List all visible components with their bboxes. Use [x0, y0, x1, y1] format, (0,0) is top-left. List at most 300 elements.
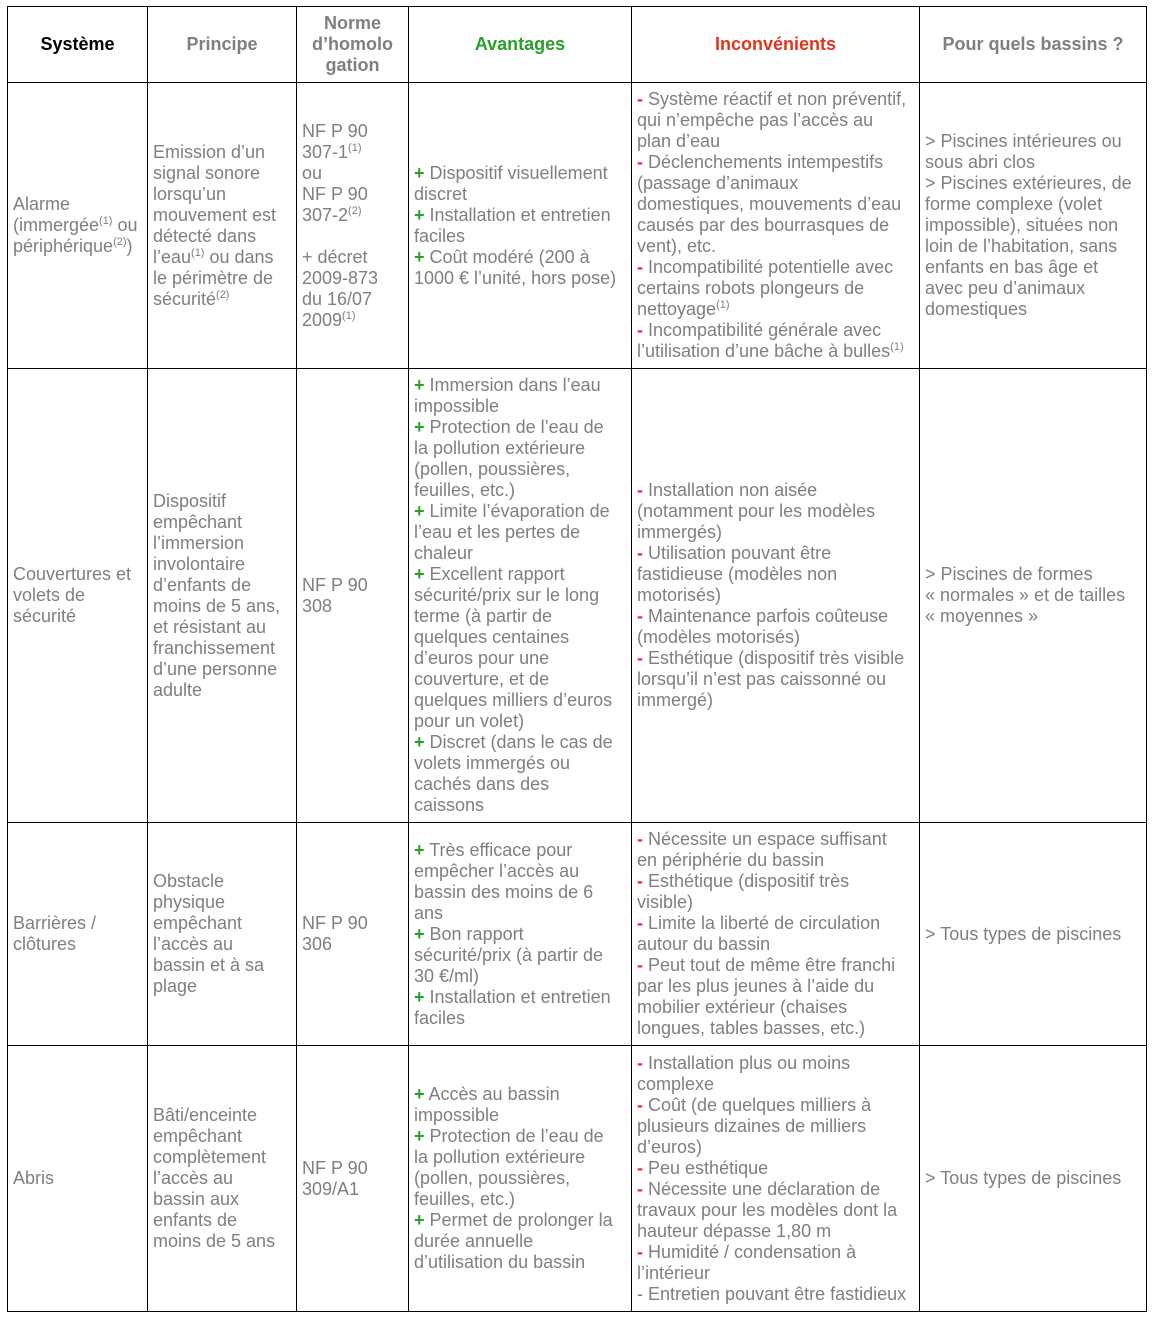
text-line: [637, 913, 914, 934]
bullet-item: [414, 840, 626, 924]
text-line: [414, 501, 626, 522]
text-line: [414, 966, 626, 987]
text-line: [414, 774, 626, 795]
text-line: [414, 945, 626, 966]
text-segment: 30 €/ml): [414, 965, 480, 986]
text-segment: longues, tables basses, etc.): [637, 1018, 866, 1038]
text-line: [414, 732, 626, 753]
text-line: [153, 247, 291, 268]
text-segment: empêchant: [153, 913, 243, 933]
text-line: [302, 934, 403, 955]
bullet-item: [414, 417, 626, 501]
bullet-item: [637, 480, 914, 543]
text-line: [414, 247, 626, 268]
text-segment: enfants en bas âge et: [925, 257, 1099, 277]
bullet-item: [637, 89, 914, 152]
text-line: [302, 205, 403, 226]
bullet-sign: +: [414, 839, 425, 860]
text-line: [925, 236, 1141, 257]
bullet-item: [414, 163, 626, 205]
text-line: [925, 278, 1141, 299]
text-line: [637, 543, 914, 564]
drawbacks-cell: [632, 823, 920, 1046]
bullet-sign: +: [414, 1210, 425, 1230]
text-segment: nettoyage: [637, 299, 717, 319]
bullet-sign: -: [637, 648, 643, 668]
text-segment: autour du bassin: [637, 934, 771, 954]
text-segment: détecté dans: [153, 225, 257, 246]
bullet-sign: -: [637, 1241, 643, 1262]
table-row: [8, 369, 1147, 823]
text-line: [153, 934, 291, 955]
table-header-row: [8, 7, 1147, 83]
bullet-sign: +: [414, 1126, 425, 1146]
text-line: [637, 976, 914, 997]
text-line: [637, 1179, 914, 1200]
bullet-sign: +: [414, 246, 425, 267]
text-segment: (pollen, poussières,: [414, 1168, 571, 1188]
text-line: [13, 913, 142, 934]
text-line: [637, 955, 914, 976]
bullet-sign: +: [414, 204, 425, 225]
bullet-sign: -: [637, 1094, 643, 1115]
text-segment: d’une personne: [153, 658, 278, 679]
text-segment: immergé): [637, 690, 714, 710]
text-line: [412, 34, 628, 55]
text-segment: adulte: [153, 679, 203, 700]
text-line: [637, 627, 914, 648]
text-segment: motorisés): [637, 585, 722, 605]
text-segment: d’euros pour une: [414, 648, 550, 668]
text-line: [637, 501, 914, 522]
text-segment: impossible), situées non: [925, 215, 1119, 235]
principle-cell: [148, 823, 297, 1046]
text-line: [153, 205, 291, 226]
text-segment: complètement: [153, 1147, 267, 1167]
text-segment: le périmètre de: [153, 267, 274, 288]
text-segment: l’intérieur: [637, 1262, 711, 1283]
text-segment: feuilles, etc.): [414, 480, 516, 500]
text-line: [414, 753, 626, 774]
advantages-cell: [409, 1046, 632, 1312]
text-line: [414, 522, 626, 543]
text-segment: impossible: [414, 1105, 500, 1125]
text-segment: fastidieuse (modèles non: [637, 564, 838, 584]
text-segment: Principe: [186, 34, 258, 54]
text-line: [414, 1231, 626, 1252]
text-segment: Nécessite une déclaration de: [648, 1178, 881, 1199]
text-line: [153, 184, 291, 205]
bullet-item: [637, 257, 914, 320]
text-line: [414, 417, 626, 438]
text-segment: sécurité: [13, 606, 77, 626]
text-line: [414, 1210, 626, 1231]
text-line: [300, 13, 405, 34]
text-segment: lorsqu’un: [153, 183, 227, 204]
bullet-sign: -: [637, 829, 643, 849]
bullet-sign: +: [414, 501, 425, 521]
bullet-item: [637, 913, 914, 955]
bullet-sign: -: [637, 1283, 643, 1304]
text-segment: domestiques: [925, 299, 1028, 319]
bullet-item: [637, 1284, 914, 1305]
text-segment: l’immersion: [153, 532, 245, 553]
text-line: [153, 955, 291, 976]
text-segment: causés par des bourrasques de: [637, 215, 890, 235]
text-line: [637, 341, 914, 362]
text-segment: Installation plus ou moins: [648, 1052, 851, 1073]
text-segment: 307-1: [302, 141, 349, 162]
text-segment: Immersion dans l’eau: [429, 375, 601, 395]
text-line: [153, 1231, 291, 1252]
bullet-item: [637, 829, 914, 871]
text-line: [414, 226, 626, 247]
text-line: [925, 564, 1141, 585]
text-segment: 2009: [302, 309, 343, 330]
text-segment: faciles: [414, 225, 466, 246]
text-line: [925, 924, 1141, 945]
bullet-sign: -: [637, 480, 643, 500]
text-segment: Installation et entretien: [429, 204, 611, 225]
text-segment: ): [126, 236, 133, 256]
text-segment: Bâti/enceinte: [153, 1105, 258, 1125]
text-segment: 307-2: [302, 204, 349, 225]
text-segment: immergés): [637, 522, 723, 542]
text-line: [925, 606, 1141, 627]
text-segment: Obstacle: [153, 871, 225, 891]
text-segment: Très efficace pour: [429, 839, 573, 860]
standard-cell: [297, 83, 409, 369]
text-line: [925, 257, 1141, 278]
text-line: [925, 131, 1141, 152]
text-segment: Maintenance parfois coûteuse: [648, 606, 889, 626]
text-segment: la pollution extérieure: [414, 438, 586, 458]
text-segment: la pollution extérieure: [414, 1147, 586, 1167]
text-segment: (notamment pour les modèles: [637, 501, 876, 521]
text-segment: Protection de l’eau de: [429, 417, 604, 437]
text-line: [153, 638, 291, 659]
bullet-sign: -: [637, 152, 643, 172]
bullet-item: [637, 1053, 914, 1095]
text-line: [302, 1158, 403, 1179]
text-segment: > Tous types de piscines: [925, 1168, 1122, 1188]
system-header: [8, 7, 148, 83]
text-line: [637, 1200, 914, 1221]
text-line: [414, 564, 626, 585]
text-line: [153, 892, 291, 913]
text-segment: Norme: [323, 13, 381, 33]
text-line: [637, 997, 914, 1018]
text-line: [153, 163, 291, 184]
text-segment: Système: [40, 34, 115, 54]
text-segment: par les plus jeunes à l’aide du: [637, 976, 875, 996]
text-segment: (pollen, poussières,: [414, 459, 571, 479]
text-segment: pour un volet): [414, 711, 525, 731]
text-segment: sécurité/prix sur le long: [414, 585, 600, 605]
text-segment: Entretien pouvant être fastidieux: [648, 1283, 907, 1304]
bullet-item: [414, 732, 626, 816]
bullet-item: [414, 564, 626, 732]
text-segment: empêcher l’accès au: [414, 860, 580, 881]
text-segment: + décret: [302, 246, 368, 267]
text-line: [414, 648, 626, 669]
advantages-header: [409, 7, 632, 83]
text-segment: qui n’empêche pas l’accès au: [637, 110, 874, 130]
system-cell: [8, 369, 148, 823]
pools-cell: [920, 1046, 1147, 1312]
principle-cell: [148, 1046, 297, 1312]
text-segment: Dispositif: [153, 490, 227, 511]
text-segment: feuilles, etc.): [414, 1189, 516, 1209]
text-line: [414, 438, 626, 459]
text-line: [153, 871, 291, 892]
bullet-item: [637, 606, 914, 648]
text-segment: certains robots plongeurs de: [637, 278, 865, 298]
text-segment: NF P 90: [302, 183, 368, 204]
text-line: [302, 310, 403, 331]
text-line: [414, 375, 626, 396]
text-line: [414, 987, 626, 1008]
text-line: [637, 1284, 914, 1305]
text-line: [302, 163, 403, 184]
text-line: [302, 247, 403, 268]
text-line: [637, 522, 914, 543]
bullet-item: [414, 924, 626, 987]
footnote-ref: (1): [99, 215, 113, 227]
text-segment: Incompatibilité potentielle avec: [648, 257, 894, 277]
text-segment: > Piscines intérieures ou: [925, 131, 1122, 151]
text-line: [923, 34, 1143, 55]
bullet-item: [637, 320, 914, 362]
text-segment: d’utilisation du bassin: [414, 1252, 586, 1272]
text-line: [925, 194, 1141, 215]
bullet-sign: -: [637, 1157, 643, 1178]
text-segment: franchissement: [153, 637, 276, 658]
text-segment: Pour quels bassins ?: [942, 34, 1124, 54]
bullet-sign: -: [637, 1178, 643, 1199]
text-line: [925, 299, 1141, 320]
text-segment: visible): [637, 892, 694, 912]
text-line: [414, 1147, 626, 1168]
text-segment: 308: [302, 595, 333, 616]
text-segment: chaleur: [414, 543, 474, 563]
text-line: [637, 194, 914, 215]
text-line: [414, 924, 626, 945]
text-line: [414, 1252, 626, 1273]
text-segment: 306: [302, 934, 333, 954]
text-line: [925, 215, 1141, 236]
bullet-item: [414, 375, 626, 417]
text-segment: mouvement est: [153, 204, 277, 225]
text-line: [153, 1126, 291, 1147]
text-segment: Système réactif et non préventif,: [648, 89, 907, 109]
text-line: [153, 1189, 291, 1210]
text-segment: (modèles motorisés): [637, 627, 801, 647]
standard-cell: [297, 823, 409, 1046]
drawbacks-cell: [632, 1046, 920, 1312]
bullet-sign: +: [414, 1084, 425, 1104]
bullet-sign: +: [414, 162, 425, 183]
text-segment: discret: [414, 183, 468, 204]
text-segment: Inconvénients: [714, 34, 837, 54]
text-segment: bassin des moins de 6: [414, 881, 594, 902]
text-line: [302, 1179, 403, 1200]
text-segment: Accès au bassin: [428, 1084, 560, 1104]
text-line: [414, 480, 626, 501]
text-line: [302, 575, 403, 596]
text-line: [637, 934, 914, 955]
text-segment: sécurité: [153, 288, 217, 309]
text-line: [637, 850, 914, 871]
text-segment: d’euros): [637, 1136, 703, 1157]
text-segment: ou: [302, 162, 323, 183]
text-segment: bassin et à sa: [153, 955, 265, 975]
text-line: [151, 34, 293, 55]
text-segment: volets de: [13, 585, 86, 605]
text-segment: du 16/07: [302, 288, 373, 309]
text-segment: avec peu d’animaux: [925, 278, 1086, 298]
system-cell: [8, 83, 148, 369]
text-line: [153, 142, 291, 163]
text-line: [153, 617, 291, 638]
text-segment: Coût modéré (200 à: [429, 246, 590, 267]
advantages-cell: [409, 823, 632, 1046]
text-segment: 309/A1: [302, 1178, 360, 1199]
text-line: [637, 1263, 914, 1284]
text-segment: sécurité/prix (à partir de: [414, 944, 604, 965]
bullet-sign: -: [637, 543, 643, 563]
text-segment: > Piscines extérieures, de: [925, 173, 1132, 193]
text-line: [153, 1168, 291, 1189]
bullet-item: [637, 1179, 914, 1242]
table-row: [8, 823, 1147, 1046]
text-line: [414, 163, 626, 184]
text-line: [414, 1168, 626, 1189]
text-segment: complexe: [637, 1073, 715, 1094]
footnote-ref: (1): [342, 309, 356, 322]
bullet-sign: +: [414, 417, 425, 437]
text-segment: « normales » et de tailles: [925, 585, 1126, 605]
text-segment: d’enfants de: [153, 574, 252, 595]
text-line: [637, 892, 914, 913]
text-segment: empêchant: [153, 511, 243, 532]
text-segment: Protection de l’eau de: [429, 1126, 604, 1146]
standard-cell: [297, 369, 409, 823]
text-line: [414, 1126, 626, 1147]
pools-header: [920, 7, 1147, 83]
text-line: [414, 268, 626, 289]
text-line: [414, 606, 626, 627]
text-line: [637, 606, 914, 627]
text-line: [637, 690, 914, 711]
text-segment: ans: [414, 902, 444, 923]
text-segment: Coût (de quelques milliers à: [648, 1094, 872, 1115]
bullet-item: [637, 1095, 914, 1158]
standard-header: [297, 7, 409, 83]
text-line: [637, 1095, 914, 1116]
text-segment: plan d’eau: [637, 131, 721, 151]
system-cell: [8, 1046, 148, 1312]
drawbacks-header: [632, 7, 920, 83]
pools-cell: [920, 823, 1147, 1046]
text-segment: travaux pour les modèles dont la: [637, 1199, 898, 1220]
text-line: [637, 257, 914, 278]
text-segment: sous abri clos: [925, 152, 1036, 172]
footnote-ref: (2): [113, 236, 127, 248]
pools-cell: [920, 83, 1147, 369]
text-line: [637, 89, 914, 110]
text-line: [637, 131, 914, 152]
text-line: [414, 1084, 626, 1105]
drawbacks-cell: [632, 83, 920, 369]
text-segment: involontaire: [153, 553, 246, 574]
text-line: [637, 1053, 914, 1074]
text-line: [153, 1105, 291, 1126]
text-line: [637, 480, 914, 501]
bullet-sign: -: [637, 871, 643, 891]
text-line: [302, 596, 403, 617]
text-segment: bassin aux: [153, 1189, 240, 1209]
text-segment: Permet de prolonger la: [429, 1210, 613, 1230]
text-line: [637, 1074, 914, 1095]
system-cell: [8, 823, 148, 1046]
text-segment: d’homolo: [312, 34, 393, 54]
footnote-ref: (2): [348, 204, 362, 217]
bullet-item: [414, 247, 626, 289]
text-segment: Discret (dans le cas de: [429, 732, 613, 752]
bullet-item: [637, 152, 914, 257]
text-line: [153, 680, 291, 701]
bullet-sign: -: [637, 1052, 643, 1073]
text-line: [414, 669, 626, 690]
text-line: [414, 396, 626, 417]
text-line: [302, 121, 403, 142]
text-segment: périphérique: [13, 236, 114, 256]
text-segment: NF P 90: [302, 1157, 368, 1178]
footnote-ref: (2): [216, 288, 230, 301]
bullet-sign: -: [637, 606, 643, 626]
principle-header: [148, 7, 297, 83]
text-segment: faciles: [414, 1007, 466, 1028]
text-line: [13, 564, 142, 585]
bullet-sign: -: [637, 320, 643, 340]
bullet-sign: -: [637, 955, 643, 975]
text-segment: caissons: [414, 795, 485, 815]
text-segment: Humidité / condensation à: [648, 1241, 857, 1262]
bullet-item: [414, 987, 626, 1029]
text-segment: « moyennes »: [925, 606, 1039, 626]
advantages-cell: [409, 369, 632, 823]
text-line: [153, 226, 291, 247]
text-line: [637, 1116, 914, 1137]
text-line: [635, 34, 916, 55]
text-line: [637, 1158, 914, 1179]
text-segment: Emission d’un: [153, 141, 266, 162]
advantages-cell: [409, 83, 632, 369]
text-line: [302, 289, 403, 310]
standard-cell: [297, 1046, 409, 1312]
bullet-sign: +: [414, 375, 425, 395]
text-line: [414, 1105, 626, 1126]
drawbacks-cell: [632, 369, 920, 823]
text-line: [153, 268, 291, 289]
bullet-item: [414, 205, 626, 247]
text-line: [637, 648, 914, 669]
text-segment: Barrières /: [13, 913, 97, 933]
text-line: [637, 585, 914, 606]
principle-cell: [148, 369, 297, 823]
text-segment: Excellent rapport: [429, 564, 565, 584]
